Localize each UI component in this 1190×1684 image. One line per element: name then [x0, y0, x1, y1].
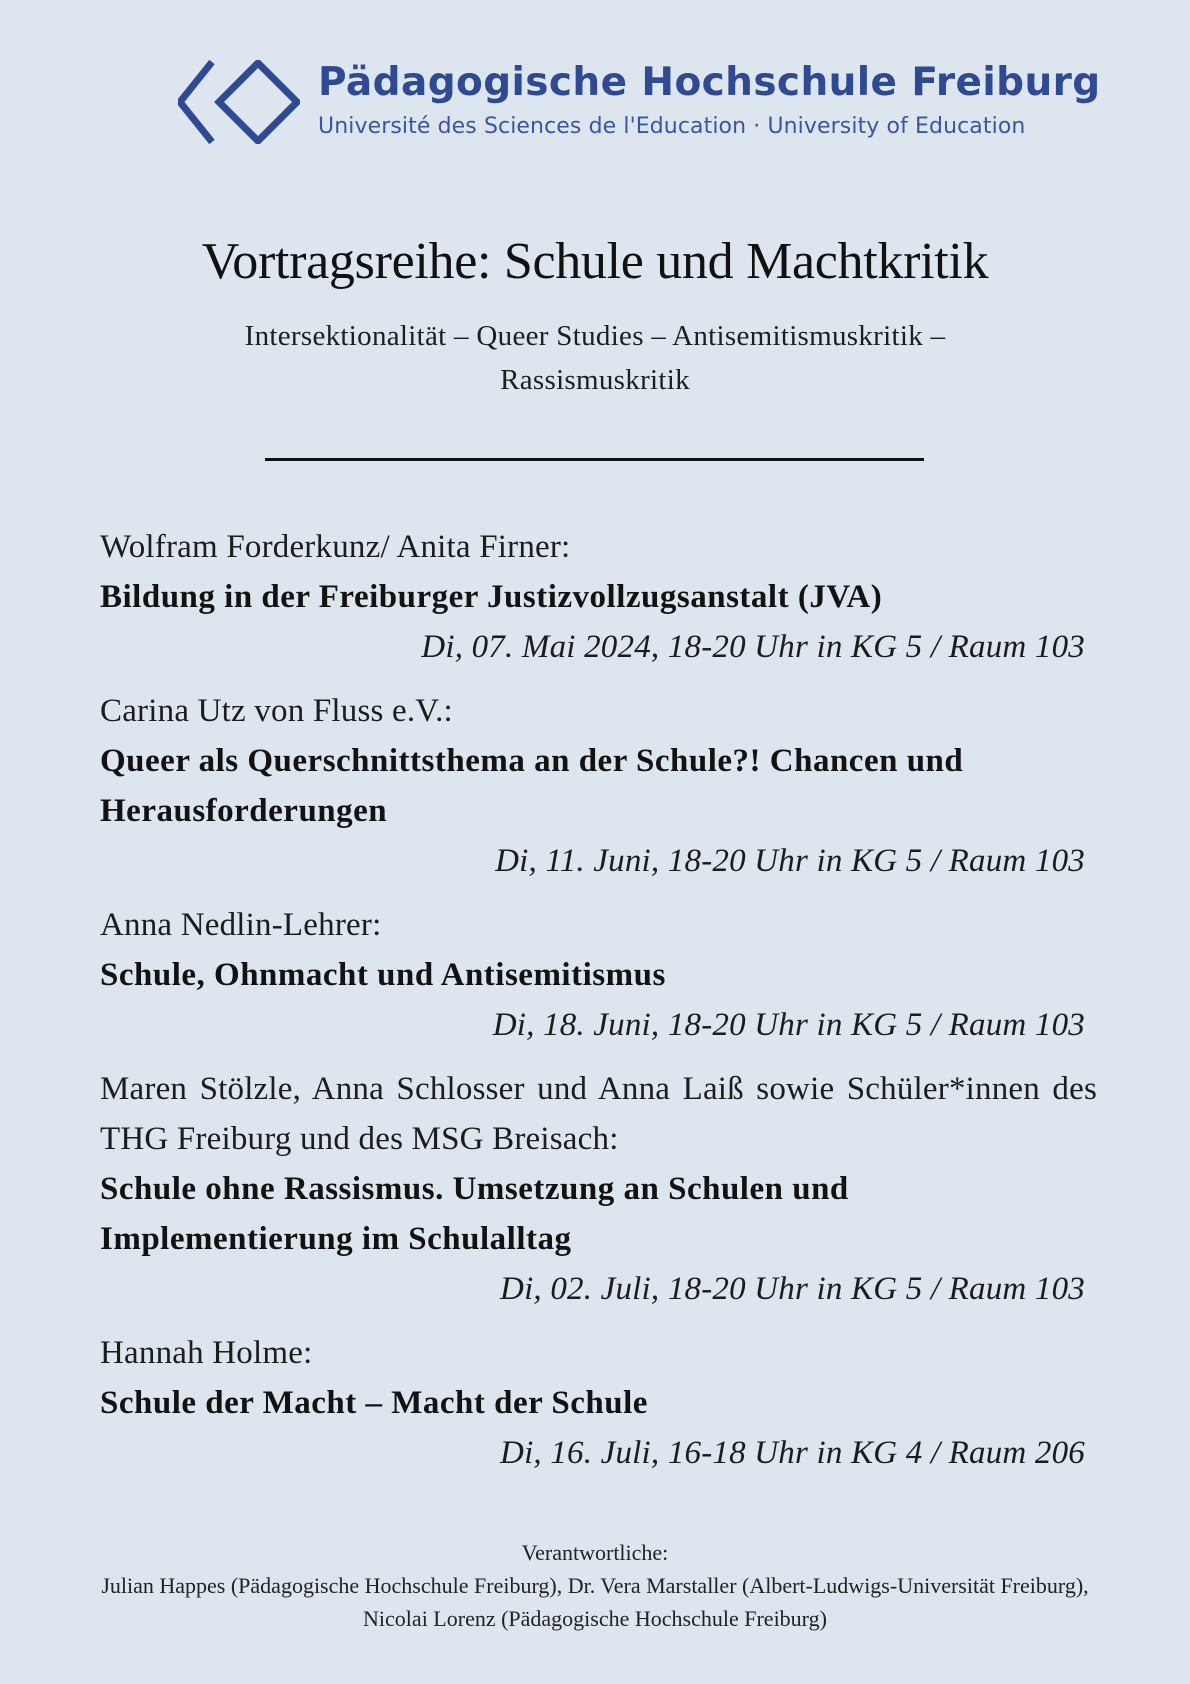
event-topic: Schule ohne Rassismus. Umsetzung an Schulen und Implementierung im Schulalltag [100, 1171, 849, 1257]
logo-subtitle: Université des Sciences de l'Education · University of Education [318, 114, 1026, 139]
event-list [100, 522, 1097, 1492]
event-topic: Queer als Querschnittsthema an der Schule?! Chancen und Herausforderungen [100, 743, 964, 829]
event-speaker: Maren Stölzle, Anna Schlosser und Anna Laiß sowie Schüler*innen des THG Freiburg und des MSG Breisach: [100, 1071, 1097, 1157]
event-date: Di, 18. Juni, 18-20 Uhr in KG 5 / Raum 103 [492, 1007, 1085, 1043]
event-date: Di, 02. Juli, 18-20 Uhr in KG 5 / Raum 103 [500, 1271, 1085, 1307]
event-item [100, 522, 1097, 672]
event-date: Di, 07. Mai 2024, 18-20 Uhr in KG 5 / Raum 103 [421, 629, 1085, 665]
ph-freiburg-diamond-logo-icon [178, 60, 300, 144]
event-item [100, 1064, 1097, 1314]
event-date: Di, 11. Juni, 18-20 Uhr in KG 5 / Raum 103 [495, 843, 1085, 879]
event-topic: Schule der Macht – Macht der Schule [100, 1385, 648, 1421]
logo-title: Pädagogische Hochschule Freiburg [318, 60, 1101, 105]
event-speaker: Hannah Holme: [100, 1335, 313, 1371]
page-title: Vortragsreihe: Schule und Machtkritik [201, 233, 989, 290]
event-item [100, 1328, 1097, 1478]
footer-line: Nicolai Lorenz (Pädagogische Hochschule Freiburg) [363, 1606, 827, 1631]
logo-text [318, 58, 1101, 142]
event-topic: Schule, Ohnmacht und Antisemitismus [100, 957, 666, 993]
page-subtitle: Intersektionalität – Queer Studies – Antisemitismuskritik – Rassismuskritik [244, 320, 946, 396]
title-divider [265, 458, 924, 461]
event-speaker: Carina Utz von Fluss e.V.: [100, 693, 453, 729]
event-speaker: Anna Nedlin-Lehrer: [100, 907, 382, 943]
event-topic: Bildung in der Freiburger Justizvollzugsanstalt (JVA) [100, 579, 883, 615]
event-date: Di, 16. Juli, 16-18 Uhr in KG 4 / Raum 206 [500, 1435, 1085, 1471]
event-item [100, 686, 1097, 886]
footer-line: Julian Happes (Pädagogische Hochschule Freiburg), Dr. Vera Marstaller (Albert-Ludwigs-Universität Freiburg), [101, 1573, 1089, 1598]
university-logo [178, 58, 1101, 150]
event-item [100, 900, 1097, 1050]
event-speaker: Wolfram Forderkunz/ Anita Firner: [100, 529, 571, 565]
responsible-persons [20, 1536, 1170, 1635]
footer-label: Verantwortliche: [521, 1540, 669, 1565]
